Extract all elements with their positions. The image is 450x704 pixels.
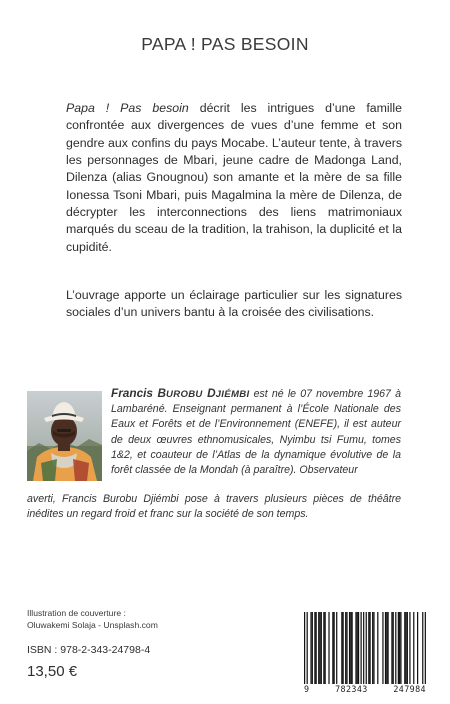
- book-title: PAPA ! PAS BESOIN: [141, 34, 309, 54]
- barcode-bar: [343, 612, 344, 684]
- barcode-bar: [310, 612, 311, 684]
- barcode-bar: [361, 612, 362, 684]
- author-portrait-image: [27, 391, 102, 481]
- barcode-bar: [312, 612, 313, 684]
- barcode-bar: [425, 612, 426, 684]
- barcode-bar: [386, 612, 387, 684]
- barcode-bar: [395, 612, 396, 684]
- barcode-bar: [319, 612, 320, 684]
- author-photo: [27, 391, 102, 481]
- barcode-digits: [304, 684, 426, 694]
- barcode-bar: [393, 612, 394, 684]
- barcode-bar: [325, 612, 326, 684]
- barcode-bar: [336, 612, 337, 684]
- barcode-bar: [399, 612, 400, 684]
- summary-paragraph: [66, 100, 402, 256]
- barcode-bar: [341, 612, 342, 684]
- author-bio-text: est né le 07 novembre 1967 à Lambaréné. Enseignant permanent à l’École Nationale des Eaux et Forêts et de l’Environnement (ENEFE), il est auteur de deux œuvres ethnomusicales, Nyimbu tsi Fumu, tomes 1&2, et coauteur de l’Atlas de la dynamique évolutive de la forêt classée de la Mondah (à paraître). Observateur: [111, 388, 401, 477]
- barcode-bar: [328, 612, 329, 684]
- barcode-bar: [358, 612, 359, 684]
- author-bio-continued: averti, Francis Burobu Djiémbi pose à travers plusieurs pièces de théâtre inédites un regard froid et franc sur la société de son temps.: [27, 493, 401, 521]
- barcode-bar: [318, 612, 319, 684]
- barcode-bar: [346, 612, 347, 684]
- barcode-bar: [321, 612, 322, 684]
- barcode-bar: [316, 612, 317, 684]
- cover-credit-source: Oluwakemi Solaja - Unsplash.com: [27, 619, 158, 630]
- barcode-bar: [373, 612, 374, 684]
- barcode-bar: [363, 612, 364, 684]
- cover-credit-label: Illustration de couverture :: [27, 608, 126, 618]
- author-bio: [111, 386, 401, 478]
- barcode-bar: [307, 612, 308, 684]
- barcode-bar: [417, 612, 418, 684]
- barcode-bar: [398, 612, 399, 684]
- barcode-bar: [357, 612, 358, 684]
- author-name: Francis BUROBU DJIÉMBI: [111, 386, 250, 400]
- barcode-bar: [377, 612, 378, 684]
- barcode-bar: [405, 612, 406, 684]
- cover-credit: [27, 608, 158, 631]
- barcode-bar: [314, 612, 315, 684]
- barcode-digit-group: 9: [304, 684, 310, 694]
- barcode-bar: [345, 612, 346, 684]
- barcode-bar: [366, 612, 367, 684]
- price: 13,50 €: [27, 663, 78, 680]
- barcode-bar: [368, 612, 369, 684]
- isbn: ISBN : 978-2-343-24798-4: [27, 644, 151, 656]
- barcode-bar: [400, 612, 401, 684]
- barcode-bar: [355, 612, 356, 684]
- barcode-bar: [323, 612, 324, 684]
- barcode-bar: [413, 612, 414, 684]
- barcode-bar: [391, 612, 392, 684]
- summary-text: décrit les intrigues d’une famille confrontée aux divergences de vues d’une femme et son gendre aux confins du pays Mocabe. L’auteur tente, à travers les personnages de Mbari, jeune cadre de Madonga Land, Dilenza (alias Gnougnou) son amante et la mère de sa fille Ionessa Tsoni Mbari, puis Magalmina la mère de Dilenza, de décrypter les interconnections des liens matrimoniaux marqués du sceau de la tradition, la trahison, la duplicité et la cupidité.: [66, 101, 402, 254]
- barcode-bar: [409, 612, 410, 684]
- barcode-bar: [334, 612, 335, 684]
- barcode-bar: [382, 612, 383, 684]
- barcode-bar: [372, 612, 373, 684]
- barcode-bar: [407, 612, 408, 684]
- barcode-bar: [352, 612, 353, 684]
- barcode-bar: [304, 612, 305, 684]
- barcode-bar: [422, 612, 423, 684]
- barcode-bar: [350, 612, 351, 684]
- barcode-bar: [387, 612, 388, 684]
- barcode-bar: [404, 612, 405, 684]
- barcode-bar: [332, 612, 333, 684]
- barcode-bar: [349, 612, 350, 684]
- barcode-digit-group: 247984: [393, 684, 426, 694]
- summary-paragraph-2: L’ouvrage apporte un éclairage particulier sur les signatures sociales d’un univers bantu à la croisée des civilisations.: [66, 288, 402, 320]
- barcode-image: [304, 612, 426, 684]
- barcode-bar: [369, 612, 370, 684]
- barcode-digit-group: 782343: [335, 684, 368, 694]
- summary-lead-title: Papa ! Pas besoin: [66, 101, 189, 115]
- barcode-bar: [385, 612, 386, 684]
